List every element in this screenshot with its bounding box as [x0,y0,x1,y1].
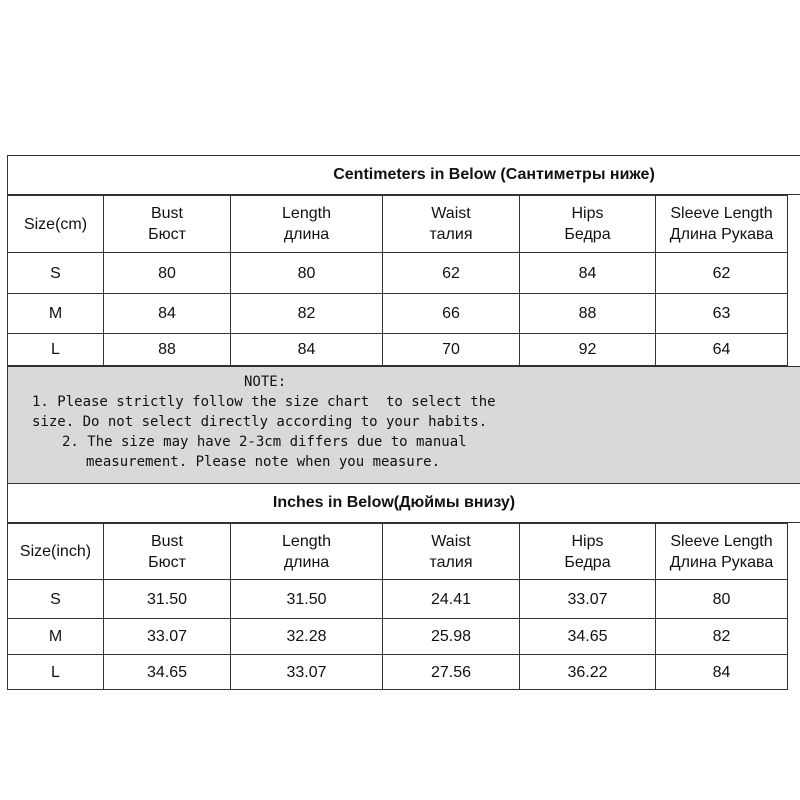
sleeve-cell: 84 [656,655,788,690]
length-cell: 80 [231,253,383,294]
table-edge [788,524,800,690]
bust-cell: 33.07 [104,619,231,655]
sleeve-cell: 80 [656,580,788,619]
sleeve-cell: 63 [656,294,788,334]
cm-section-title [7,155,800,195]
table-edge [788,196,800,366]
size-cell: L [8,334,104,366]
sleeve-cell: 62 [656,253,788,294]
bust-cell: 80 [104,253,231,294]
note-heading: NOTE: [244,374,287,390]
waist-cell: 70 [383,334,520,366]
hips-header: Hips Бедра [520,524,656,580]
length-header: Length длина [231,524,383,580]
waist-header: Waist талия [383,524,520,580]
size-chart [7,155,800,690]
bust-cell: 84 [104,294,231,334]
size-header: Size(inch) [8,524,104,580]
inch-size-table [7,523,800,690]
note-line: measurement. Please note when you measure. [86,454,441,470]
hips-cell: 33.07 [520,580,656,619]
size-note [7,366,800,483]
size-cell: S [8,253,104,294]
hips-header: Hips Бедра [520,196,656,253]
note-line: 2. The size may have 2-3cm differs due to manual [62,434,467,450]
table-row [8,655,800,690]
inch-header-row [8,524,800,580]
table-row [8,334,800,366]
table-row [8,294,800,334]
bust-cell: 31.50 [104,580,231,619]
size-cell: S [8,580,104,619]
cm-title-text: Centimeters in Below (Сантиметры ниже) [333,166,655,183]
table-row [8,253,800,294]
hips-cell: 34.65 [520,619,656,655]
length-header: Length длина [231,196,383,253]
waist-cell: 25.98 [383,619,520,655]
inch-section-title [7,483,800,523]
size-cell: M [8,294,104,334]
length-cell: 31.50 [231,580,383,619]
size-cell: L [8,655,104,690]
waist-cell: 24.41 [383,580,520,619]
bust-header: Bust Бюст [104,524,231,580]
size-cell: M [8,619,104,655]
cm-header-row [8,196,800,253]
length-cell: 33.07 [231,655,383,690]
sleeve-cell: 82 [656,619,788,655]
hips-cell: 84 [520,253,656,294]
hips-cell: 88 [520,294,656,334]
bust-cell: 88 [104,334,231,366]
sleeve-cell: 64 [656,334,788,366]
inch-title-text: Inches in Below(Дюймы внизу) [272,494,516,511]
hips-cell: 92 [520,334,656,366]
size-header: Size(cm) [8,196,104,253]
note-line: size. Do not select directly according to your habits. [32,414,488,430]
note-line: 1. Please strictly follow the size chart to select the [32,394,496,410]
waist-header: Waist талия [383,196,520,253]
cm-size-table [7,195,800,366]
table-row [8,580,800,619]
bust-header: Bust Бюст [104,196,231,253]
length-cell: 82 [231,294,383,334]
bust-cell: 34.65 [104,655,231,690]
waist-cell: 27.56 [383,655,520,690]
waist-cell: 62 [383,253,520,294]
sleeve-header: Sleeve Length Длина Рукава [656,196,788,253]
sleeve-header: Sleeve Length Длина Рукава [656,524,788,580]
waist-cell: 66 [383,294,520,334]
hips-cell: 36.22 [520,655,656,690]
table-row [8,619,800,655]
length-cell: 32.28 [231,619,383,655]
length-cell: 84 [231,334,383,366]
